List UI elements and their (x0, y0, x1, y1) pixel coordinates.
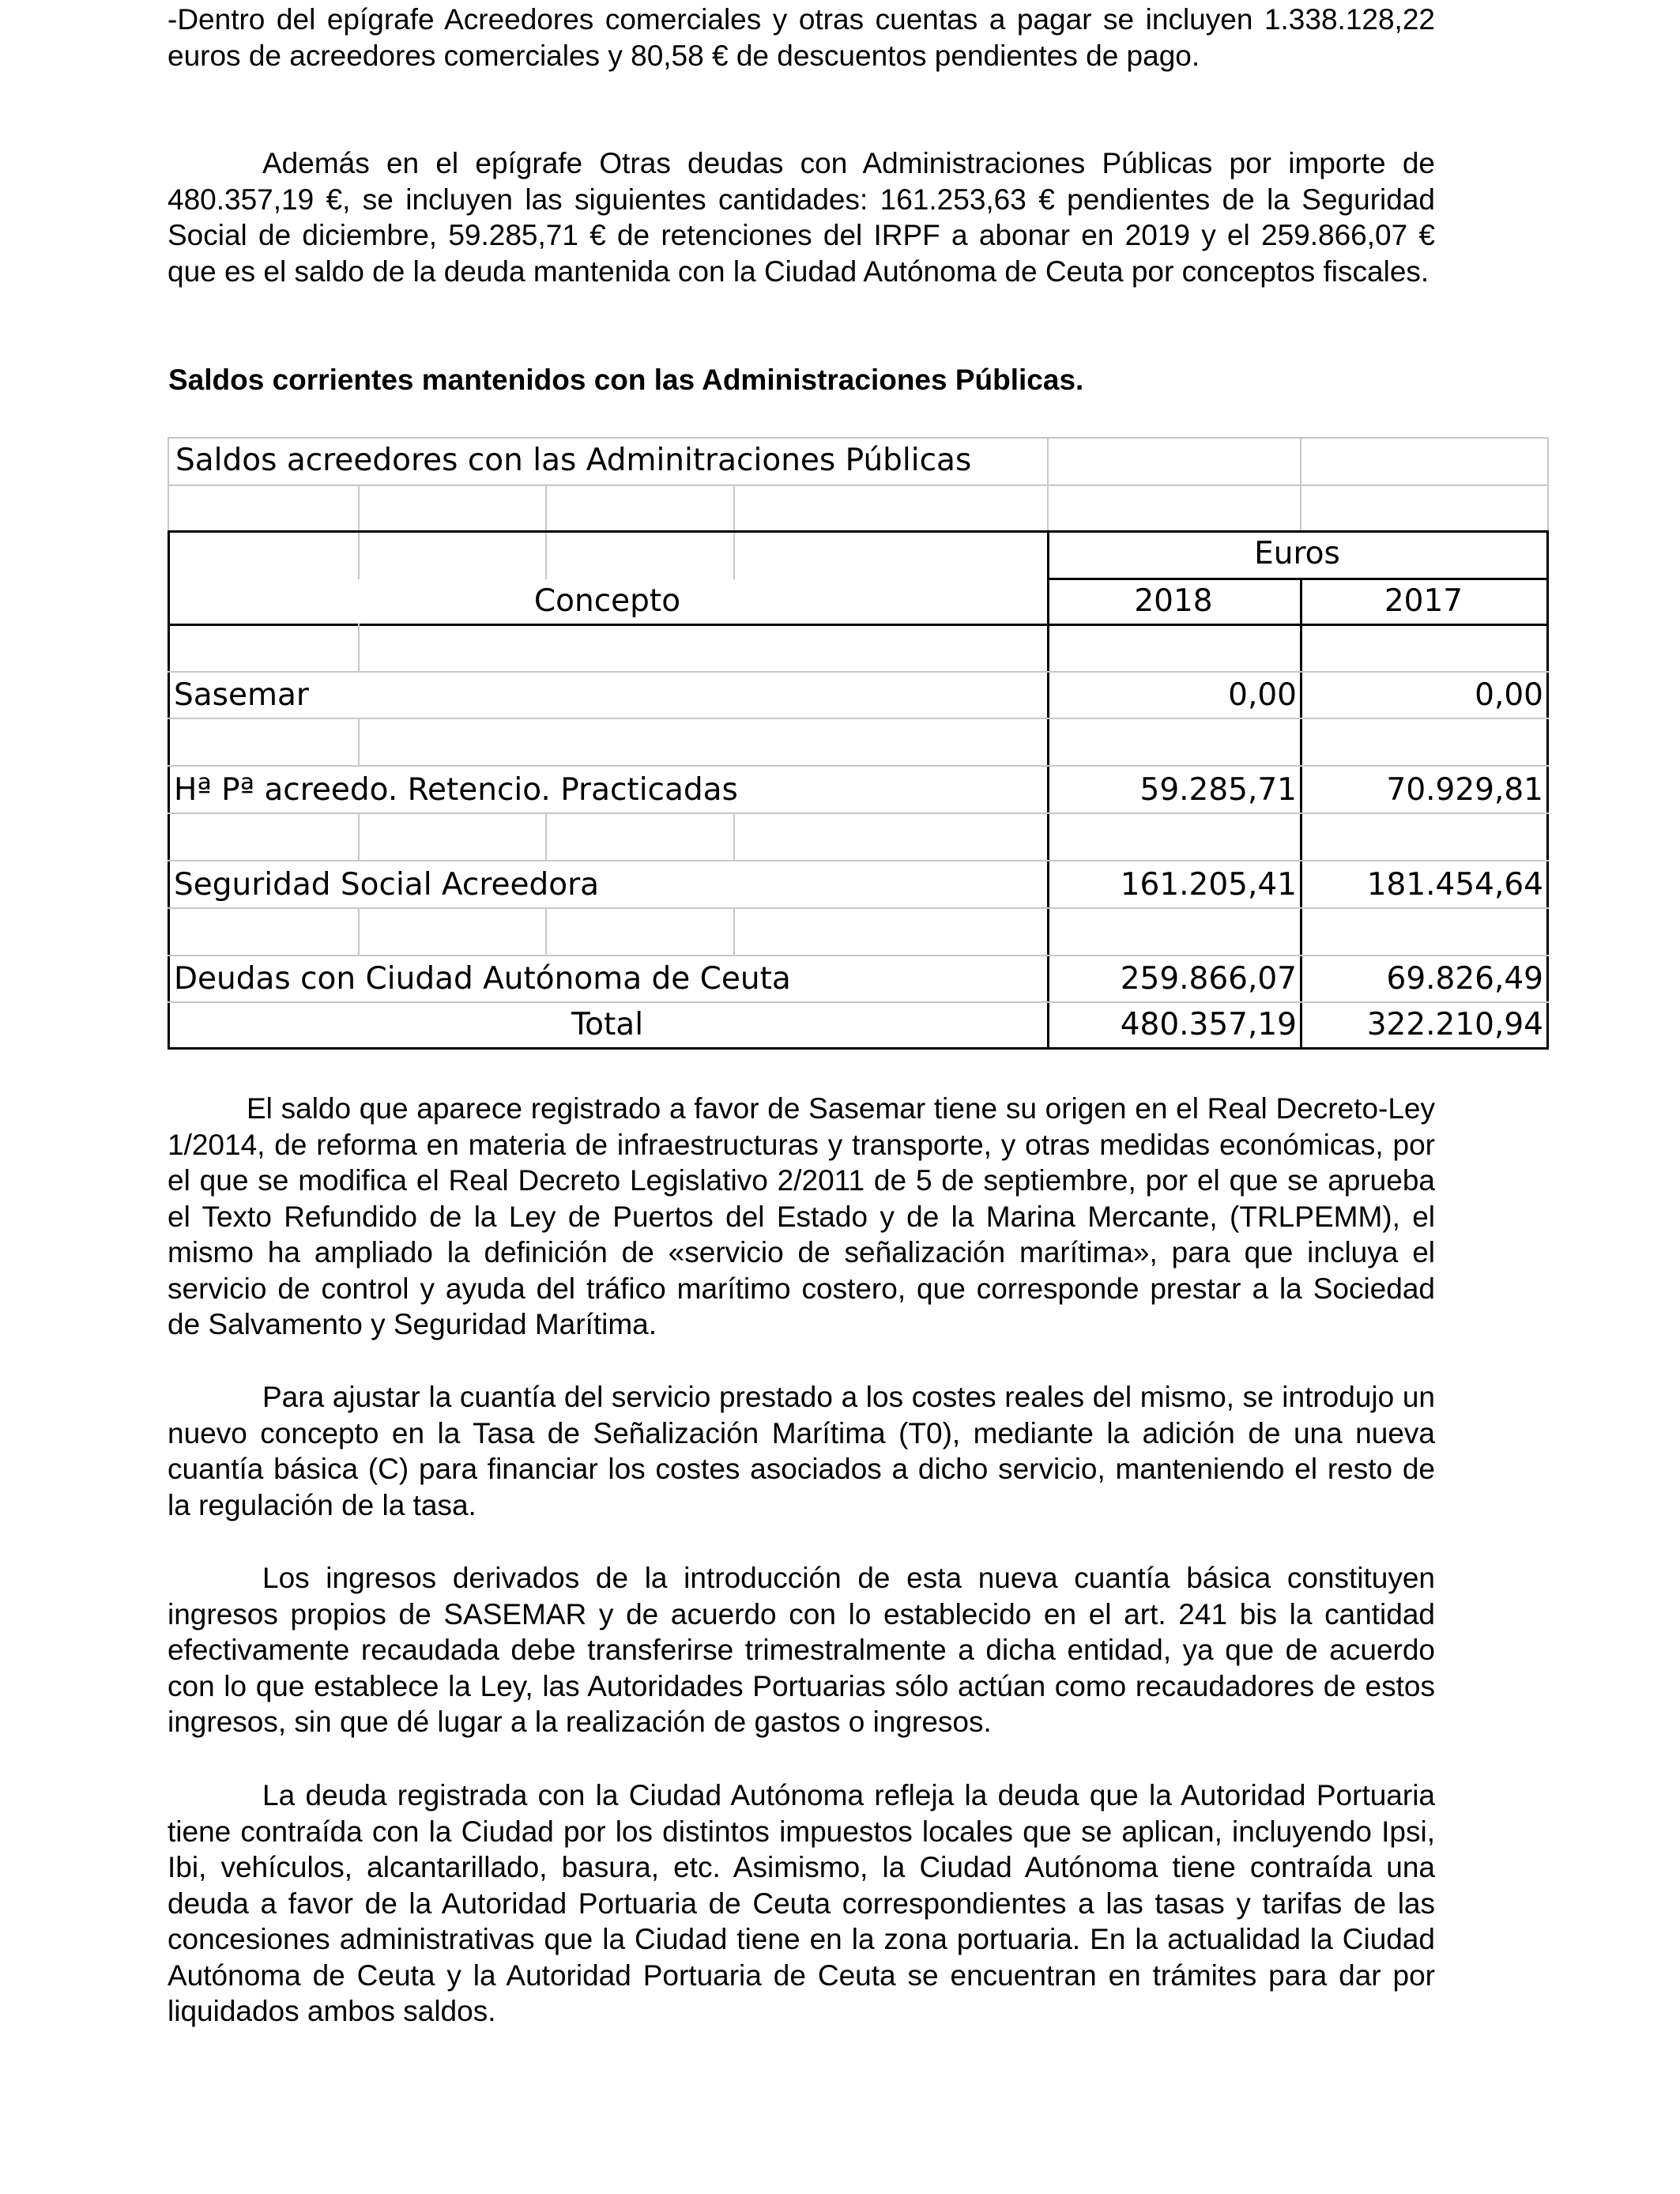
paragraph-cuantia: Para ajustar la cuantía del servicio prestado a los costes reales del mismo, se introdujo un nuevo concepto en la Tasa de Señalización Marítima (T0), mediante la adición de una nueva cuantía básica (C) para financiar los costes asociados a dicho servicio, manteniendo el resto de la regulación de la tasa. (168, 1381, 1435, 1521)
paragraph-sasemar: El saldo que aparece registrado a favor de Sasemar tiene su origen en el Real Decreto-Ley 1/2014, de reforma en materia de infraestructuras y transporte, y otras medidas económicas, por el que se modifica el Real Decreto Legislativo 2/2011 de 5 de septiembre, por el que se aprueba el Texto Refundido de la Ley de Puertos del Estado y de la Marina Mercante, (TRLPEMM), el mismo ha ampliado la definición de «servicio de señalización marítima», para que incluya el servicio de control y ayuda del tráfico marítimo costero, que corresponde prestar a la Sociedad de Salvamento y Seguridad Marítima. (168, 1092, 1435, 1340)
currency-header: Euros (1254, 536, 1340, 571)
row-value-2017: 69.826,49 (1386, 961, 1543, 997)
paragraph-ingresos: Los ingresos derivados de la introducción de esta nueva cuantía básica constituyen ingresos propios de SASEMAR y de acuerdo con lo establecido en el art. 241 bis la cantidad efectivamente recaudada debe transferirse trimestralmente a dicha entidad, ya que de acuerdo con lo que establece la Ley, las Autoridades Portuarias sólo actúan como recaudadores de estos ingresos, sin que dé lugar a la realización de gastos o ingresos. (168, 1562, 1435, 1738)
row-value-2017: 0,00 (1475, 677, 1543, 713)
row-value-2018: 259.866,07 (1120, 961, 1297, 997)
paragraph-deuda-ciudad: La deuda registrada con la Ciudad Autónoma refleja la deuda que la Autoridad Portuaria tiene contraída con la Ciudad por los distintos impuestos locales que se aplican, incluyendo Ipsi, Ibi, vehículos, alcantarillado, basura, etc. Asimismo, la Ciudad Autónoma tiene contraída una deuda a favor de la Autoridad Portuaria de Ceuta correspondientes a las tasas y tarifas de las concesiones administrativas que la Ciudad tiene en la zona portuaria. En la actualidad la Ciudad Autónoma de Ceuta y la Autoridad Portuaria de Ceuta se encuentran en trámites para dar por liquidados ambos saldos. (168, 1779, 1435, 2027)
row-concept-seguridad-social: Seguridad Social Acreedora (174, 867, 600, 903)
row-value-2018: 59.285,71 (1139, 772, 1297, 808)
year-2018-header: 2018 (1134, 583, 1213, 619)
table-title: Saldos acreedores con las Adminitraciones Públicas (175, 443, 972, 478)
concept-header: Concepto (533, 583, 681, 619)
year-2017-header: 2017 (1384, 583, 1463, 619)
total-2018: 480.357,19 (1120, 1007, 1297, 1042)
total-label: Total (571, 1007, 644, 1042)
paragraph-acreedores: -Dentro del epígrafe Acreedores comerciales y otras cuentas a pagar se incluyen 1.338.128,22 euros de acreedores comerciales y 80,58 € de descuentos pendientes de pago. (168, 3, 1435, 72)
row-value-2017: 181.454,64 (1366, 867, 1543, 903)
row-value-2018: 0,00 (1228, 677, 1297, 713)
row-concept-sasemar: Sasemar (174, 677, 309, 713)
paragraph-otras-deudas: Además en el epígrafe Otras deudas con Administraciones Públicas por importe de 480.357,19 €, se incluyen las siguientes cantidades: 161.253,63 € pendientes de la Seguridad Social de diciembre, 59.285,71 € de retenciones del IRPF a abonar en 2019 y el 259.866,07 € que es el saldo de la deuda mantenida con la Ciudad Autónoma de Ceuta por conceptos fiscales. (168, 147, 1435, 288)
saldos-table (168, 437, 1549, 1050)
total-2017: 322.210,94 (1366, 1007, 1543, 1042)
row-value-2018: 161.205,41 (1120, 867, 1297, 903)
row-concept-retenciones: Hª Pª acreedo. Retencio. Practicadas (174, 772, 738, 808)
row-value-2017: 70.929,81 (1386, 772, 1543, 808)
row-concept-ciudad-autonoma: Deudas con Ciudad Autónoma de Ceuta (174, 961, 791, 997)
section-heading: Saldos corrientes mantenidos con las Administraciones Públicas. (168, 364, 1084, 396)
